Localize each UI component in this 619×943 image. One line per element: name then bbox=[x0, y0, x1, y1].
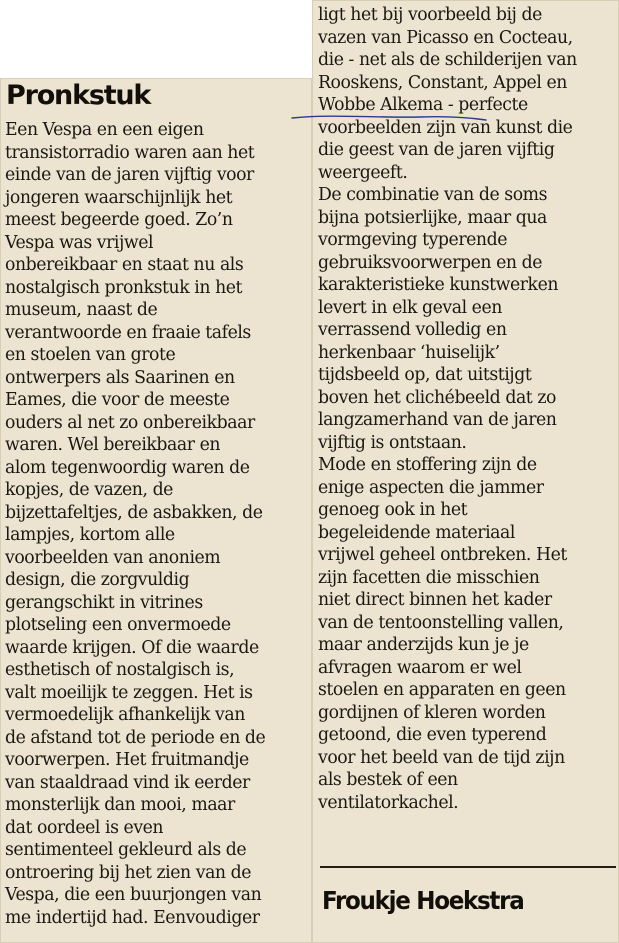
text-line: Wobbe Alkema - perfecte bbox=[318, 95, 528, 115]
text-line: van staaldraad vind ik eerder bbox=[5, 772, 250, 793]
text-line: stoelen en apparaten en geen bbox=[318, 680, 566, 700]
text-line: de afstand tot de periode en de bbox=[5, 727, 266, 748]
text-line: tijdsbeeld op, dat uitstijgt bbox=[318, 365, 532, 385]
text-line: dat oordeel is even bbox=[5, 817, 164, 838]
text-line: ontroering bij het zien van de bbox=[5, 862, 252, 883]
text-line: voor het beeld van de tijd zijn bbox=[318, 747, 565, 768]
text-line: ligt het bij voorbeeld bij de bbox=[318, 5, 542, 25]
text-line: zijn facetten die misschien bbox=[318, 567, 540, 588]
pen-underline-stroke bbox=[292, 116, 486, 120]
text-line: alom tegenwoordig waren de bbox=[5, 457, 250, 478]
text-line: vormgeving typerende bbox=[318, 230, 507, 250]
text-line: weergeeft. bbox=[318, 162, 408, 183]
text-line: ontwerpers als Saarinen en bbox=[5, 367, 235, 388]
text-line: afvragen waarom er wel bbox=[318, 657, 522, 678]
text-line: voorbeelden van anoniem bbox=[5, 547, 221, 568]
text-line: Rooskens, Constant, Appel en bbox=[318, 72, 567, 93]
text-line: vazen van Picasso en Cocteau, bbox=[318, 27, 573, 48]
text-line: vijftig is ontstaan. bbox=[318, 432, 467, 453]
text-line: design, die zorgvuldig bbox=[5, 570, 190, 590]
text-line: De combinatie van de soms bbox=[318, 185, 548, 205]
text-line: karakteristieke kunstwerken bbox=[318, 275, 559, 295]
text-line: lampjes, kortom alle bbox=[5, 525, 175, 545]
text-line: Eames, die voor de meeste bbox=[5, 390, 230, 410]
text-line: boven het clichébeeld dat zo bbox=[318, 387, 556, 408]
text-line: getoond, die even typerend bbox=[318, 725, 547, 745]
text-line: als bestek of een bbox=[318, 770, 458, 790]
text-line: die geest van de jaren vijftig bbox=[318, 140, 555, 160]
text-line: vermoedelijk afhankelijk van bbox=[5, 705, 245, 725]
text-line: gebruiksvoorwerpen en de bbox=[318, 252, 542, 273]
text-line: maar anderzijds kun je je bbox=[318, 635, 529, 655]
author-byline: Froukje Hoekstra bbox=[322, 886, 524, 915]
text-line: en stoelen van grote bbox=[5, 345, 176, 365]
text-line: jongeren waarschijnlijk het bbox=[5, 187, 233, 208]
article-headline: Pronkstuk bbox=[6, 80, 151, 111]
text-line: esthetisch of nostalgisch is, bbox=[5, 660, 235, 680]
text-line: genoeg ook in het bbox=[318, 500, 468, 520]
text-line: onbereikbaar en staat nu als bbox=[5, 255, 244, 275]
text-line: begeleidende materiaal bbox=[318, 522, 515, 543]
text-line: Een Vespa en een eigen bbox=[5, 120, 204, 140]
text-line: waarde krijgen. Of die waarde bbox=[5, 637, 259, 658]
left-text-column bbox=[5, 119, 310, 929]
text-line: van de tentoonstelling vallen, bbox=[318, 612, 564, 633]
text-line: langzamerhand van de jaren bbox=[318, 410, 557, 430]
text-line: Vespa, die een buurjongen van bbox=[5, 885, 262, 905]
text-line: niet direct binnen het kader bbox=[318, 590, 552, 610]
text-line: meest begeerde goed. Zo’n bbox=[5, 210, 233, 230]
text-line: vrijwel geheel ontbreken. Het bbox=[318, 545, 567, 565]
text-line: voorbeelden zijn van kunst die bbox=[318, 117, 573, 138]
text-line: levert in elk geval een bbox=[318, 297, 502, 318]
text-line: gordijnen of kleren worden bbox=[318, 702, 546, 723]
text-line: plotseling een onvermoede bbox=[5, 615, 231, 635]
text-line: voorwerpen. Het fruitmandje bbox=[5, 750, 249, 770]
text-line: ventilatorkachel. bbox=[318, 792, 459, 813]
text-line: die - net als de schilderijen van bbox=[318, 50, 577, 70]
text-line: gerangschikt in vitrines bbox=[5, 592, 203, 613]
text-line: ouders al net zo onbereikbaar bbox=[5, 412, 255, 433]
text-line: verrassend volledig en bbox=[318, 320, 507, 340]
text-line: monsterlijk dan mooi, maar bbox=[5, 795, 235, 815]
text-line: enige aspecten die jammer bbox=[318, 477, 544, 498]
text-line: nostalgisch pronkstuk in het bbox=[5, 277, 243, 298]
text-line: herkenbaar ‘huiselijk’ bbox=[318, 342, 500, 363]
text-line: kopjes, de vazen, de bbox=[5, 480, 173, 500]
text-line: bijzettafeltjes, de asbakken, de bbox=[5, 502, 263, 523]
text-line: sentimenteel gekleurd als de bbox=[5, 840, 247, 860]
text-line: einde van de jaren vijftig voor bbox=[5, 165, 254, 185]
pen-underline-mark bbox=[290, 108, 490, 130]
text-line: waren. Wel bereikbaar en bbox=[5, 435, 221, 455]
text-line: transistorradio waren aan het bbox=[5, 142, 255, 163]
text-line: museum, naast de bbox=[5, 300, 158, 320]
text-line: me indertijd had. Eenvoudiger bbox=[5, 907, 260, 928]
text-line: Mode en stoffering zijn de bbox=[318, 455, 537, 475]
text-line: bijna potsierlijke, maar qua bbox=[318, 207, 547, 228]
text-line: Vespa was vrijwel bbox=[5, 232, 154, 253]
text-line: verantwoorde en fraaie tafels bbox=[5, 322, 251, 343]
byline-rule bbox=[320, 866, 616, 868]
text-line: valt moeilijk te zeggen. Het is bbox=[5, 682, 253, 703]
